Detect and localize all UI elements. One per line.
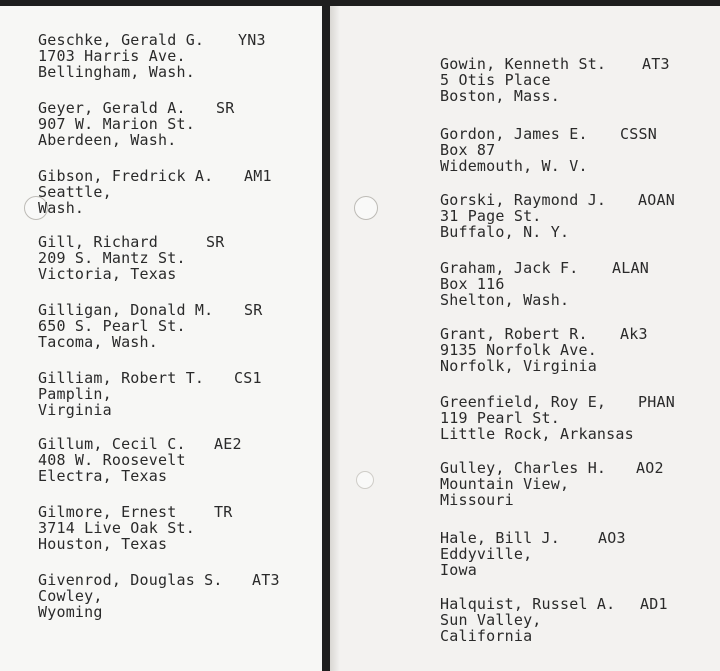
list-item (38, 167, 272, 217)
entry-rate: PHAN (638, 393, 675, 411)
entry-rate: SR (206, 233, 225, 251)
entry-address: Mountain View, (440, 475, 570, 493)
entry-rate: AO3 (598, 529, 626, 547)
entry-address: 119 Pearl St. (440, 409, 560, 427)
entry-name: Gulley, Charles H. (440, 459, 607, 477)
entry-address: 650 S. Pearl St. (38, 317, 186, 335)
list-item (38, 369, 262, 419)
entry-name: Gorski, Raymond J. (440, 191, 607, 209)
list-item (440, 595, 668, 645)
entry-address: 408 W. Roosevelt (38, 451, 186, 469)
entry-address: 209 S. Mantz St. (38, 249, 186, 267)
entry-address: Sun Valley, (440, 611, 542, 629)
entry-name: Geyer, Gerald A. (38, 99, 186, 117)
list-item (38, 233, 225, 283)
list-item (440, 55, 670, 105)
list-item (440, 529, 626, 579)
entry-rate: AT3 (642, 55, 670, 73)
entry-name: Hale, Bill J. (440, 529, 560, 547)
entry-address: 5 Otis Place (440, 71, 551, 89)
entry-city: Little Rock, Arkansas (440, 425, 634, 443)
entry-name: Gowin, Kenneth St. (440, 55, 607, 73)
entry-address: 31 Page St. (440, 207, 542, 225)
list-item (38, 99, 235, 149)
entry-rate: AO2 (636, 459, 664, 477)
list-item (38, 435, 242, 485)
entry-city: Bellingham, Wash. (38, 63, 195, 81)
entry-name: Gilmore, Ernest (38, 503, 177, 521)
entry-city: Widemouth, W. V. (440, 157, 588, 175)
entry-name: Gilligan, Donald M. (38, 301, 214, 319)
entry-city: Shelton, Wash. (440, 291, 570, 309)
entry-city: Aberdeen, Wash. (38, 131, 177, 149)
entry-rate: SR (216, 99, 235, 117)
entry-rate: AD1 (640, 595, 668, 613)
entry-rate: AT3 (252, 571, 280, 589)
entry-address: 9135 Norfolk Ave. (440, 341, 597, 359)
entry-rate: Ak3 (620, 325, 648, 343)
entry-address: 3714 Live Oak St. (38, 519, 195, 537)
entry-city: Tacoma, Wash. (38, 333, 158, 351)
list-item (440, 125, 657, 175)
list-item (440, 325, 648, 375)
left-page (0, 6, 322, 671)
entry-name: Geschke, Gerald G. (38, 31, 205, 49)
list-item (440, 191, 675, 241)
entry-rate: ALAN (612, 259, 649, 277)
list-item (38, 571, 280, 621)
entry-rate: CSSN (620, 125, 657, 143)
entry-name: Grant, Robert R. (440, 325, 588, 343)
list-item (440, 393, 675, 443)
entry-name: Gordon, James E. (440, 125, 588, 143)
entry-name: Gilliam, Robert T. (38, 369, 205, 387)
punch-hole (356, 471, 374, 489)
entry-name: Gillum, Cecil C. (38, 435, 186, 453)
entry-city: Houston, Texas (38, 535, 168, 553)
entry-city: Iowa (440, 561, 477, 579)
entry-rate: TR (214, 503, 233, 521)
entry-city: California (440, 627, 533, 645)
entry-address: Pamplin, (38, 385, 112, 403)
entry-rate: CS1 (234, 369, 262, 387)
entry-address: Eddyville, (440, 545, 533, 563)
entry-rate: SR (244, 301, 263, 319)
list-item (38, 31, 266, 81)
entry-city: Missouri (440, 491, 514, 509)
entry-address: Box 116 (440, 275, 505, 293)
list-item (38, 503, 233, 553)
entry-rate: YN3 (238, 31, 266, 49)
list-item (38, 301, 263, 351)
entry-city: Norfolk, Virginia (440, 357, 597, 375)
entry-city: Boston, Mass. (440, 87, 560, 105)
list-item (440, 459, 664, 509)
entry-address: 1703 Harris Ave. (38, 47, 186, 65)
entry-name: Givenrod, Douglas S. (38, 571, 223, 589)
entry-rate: AM1 (244, 167, 272, 185)
entry-name: Gill, Richard (38, 233, 158, 251)
entry-name: Halquist, Russel A. (440, 595, 616, 613)
entry-city: Virginia (38, 401, 112, 419)
entry-name: Graham, Jack F. (440, 259, 579, 277)
entry-city: Wyoming (38, 603, 103, 621)
entry-rate: AE2 (214, 435, 242, 453)
entry-name: Greenfield, Roy E, (440, 393, 607, 411)
entry-address: Seattle, (38, 183, 112, 201)
list-item (440, 259, 649, 309)
entry-address: Cowley, (38, 587, 103, 605)
entry-rate: AOAN (638, 191, 675, 209)
entry-address: Box 87 (440, 141, 496, 159)
entry-city: Victoria, Texas (38, 265, 177, 283)
punch-hole (354, 196, 378, 220)
right-page (330, 6, 720, 671)
entry-name: Gibson, Fredrick A. (38, 167, 214, 185)
entry-city: Buffalo, N. Y. (440, 223, 570, 241)
entry-address: 907 W. Marion St. (38, 115, 195, 133)
entry-city: Wash. (38, 199, 85, 217)
entry-city: Electra, Texas (38, 467, 168, 485)
